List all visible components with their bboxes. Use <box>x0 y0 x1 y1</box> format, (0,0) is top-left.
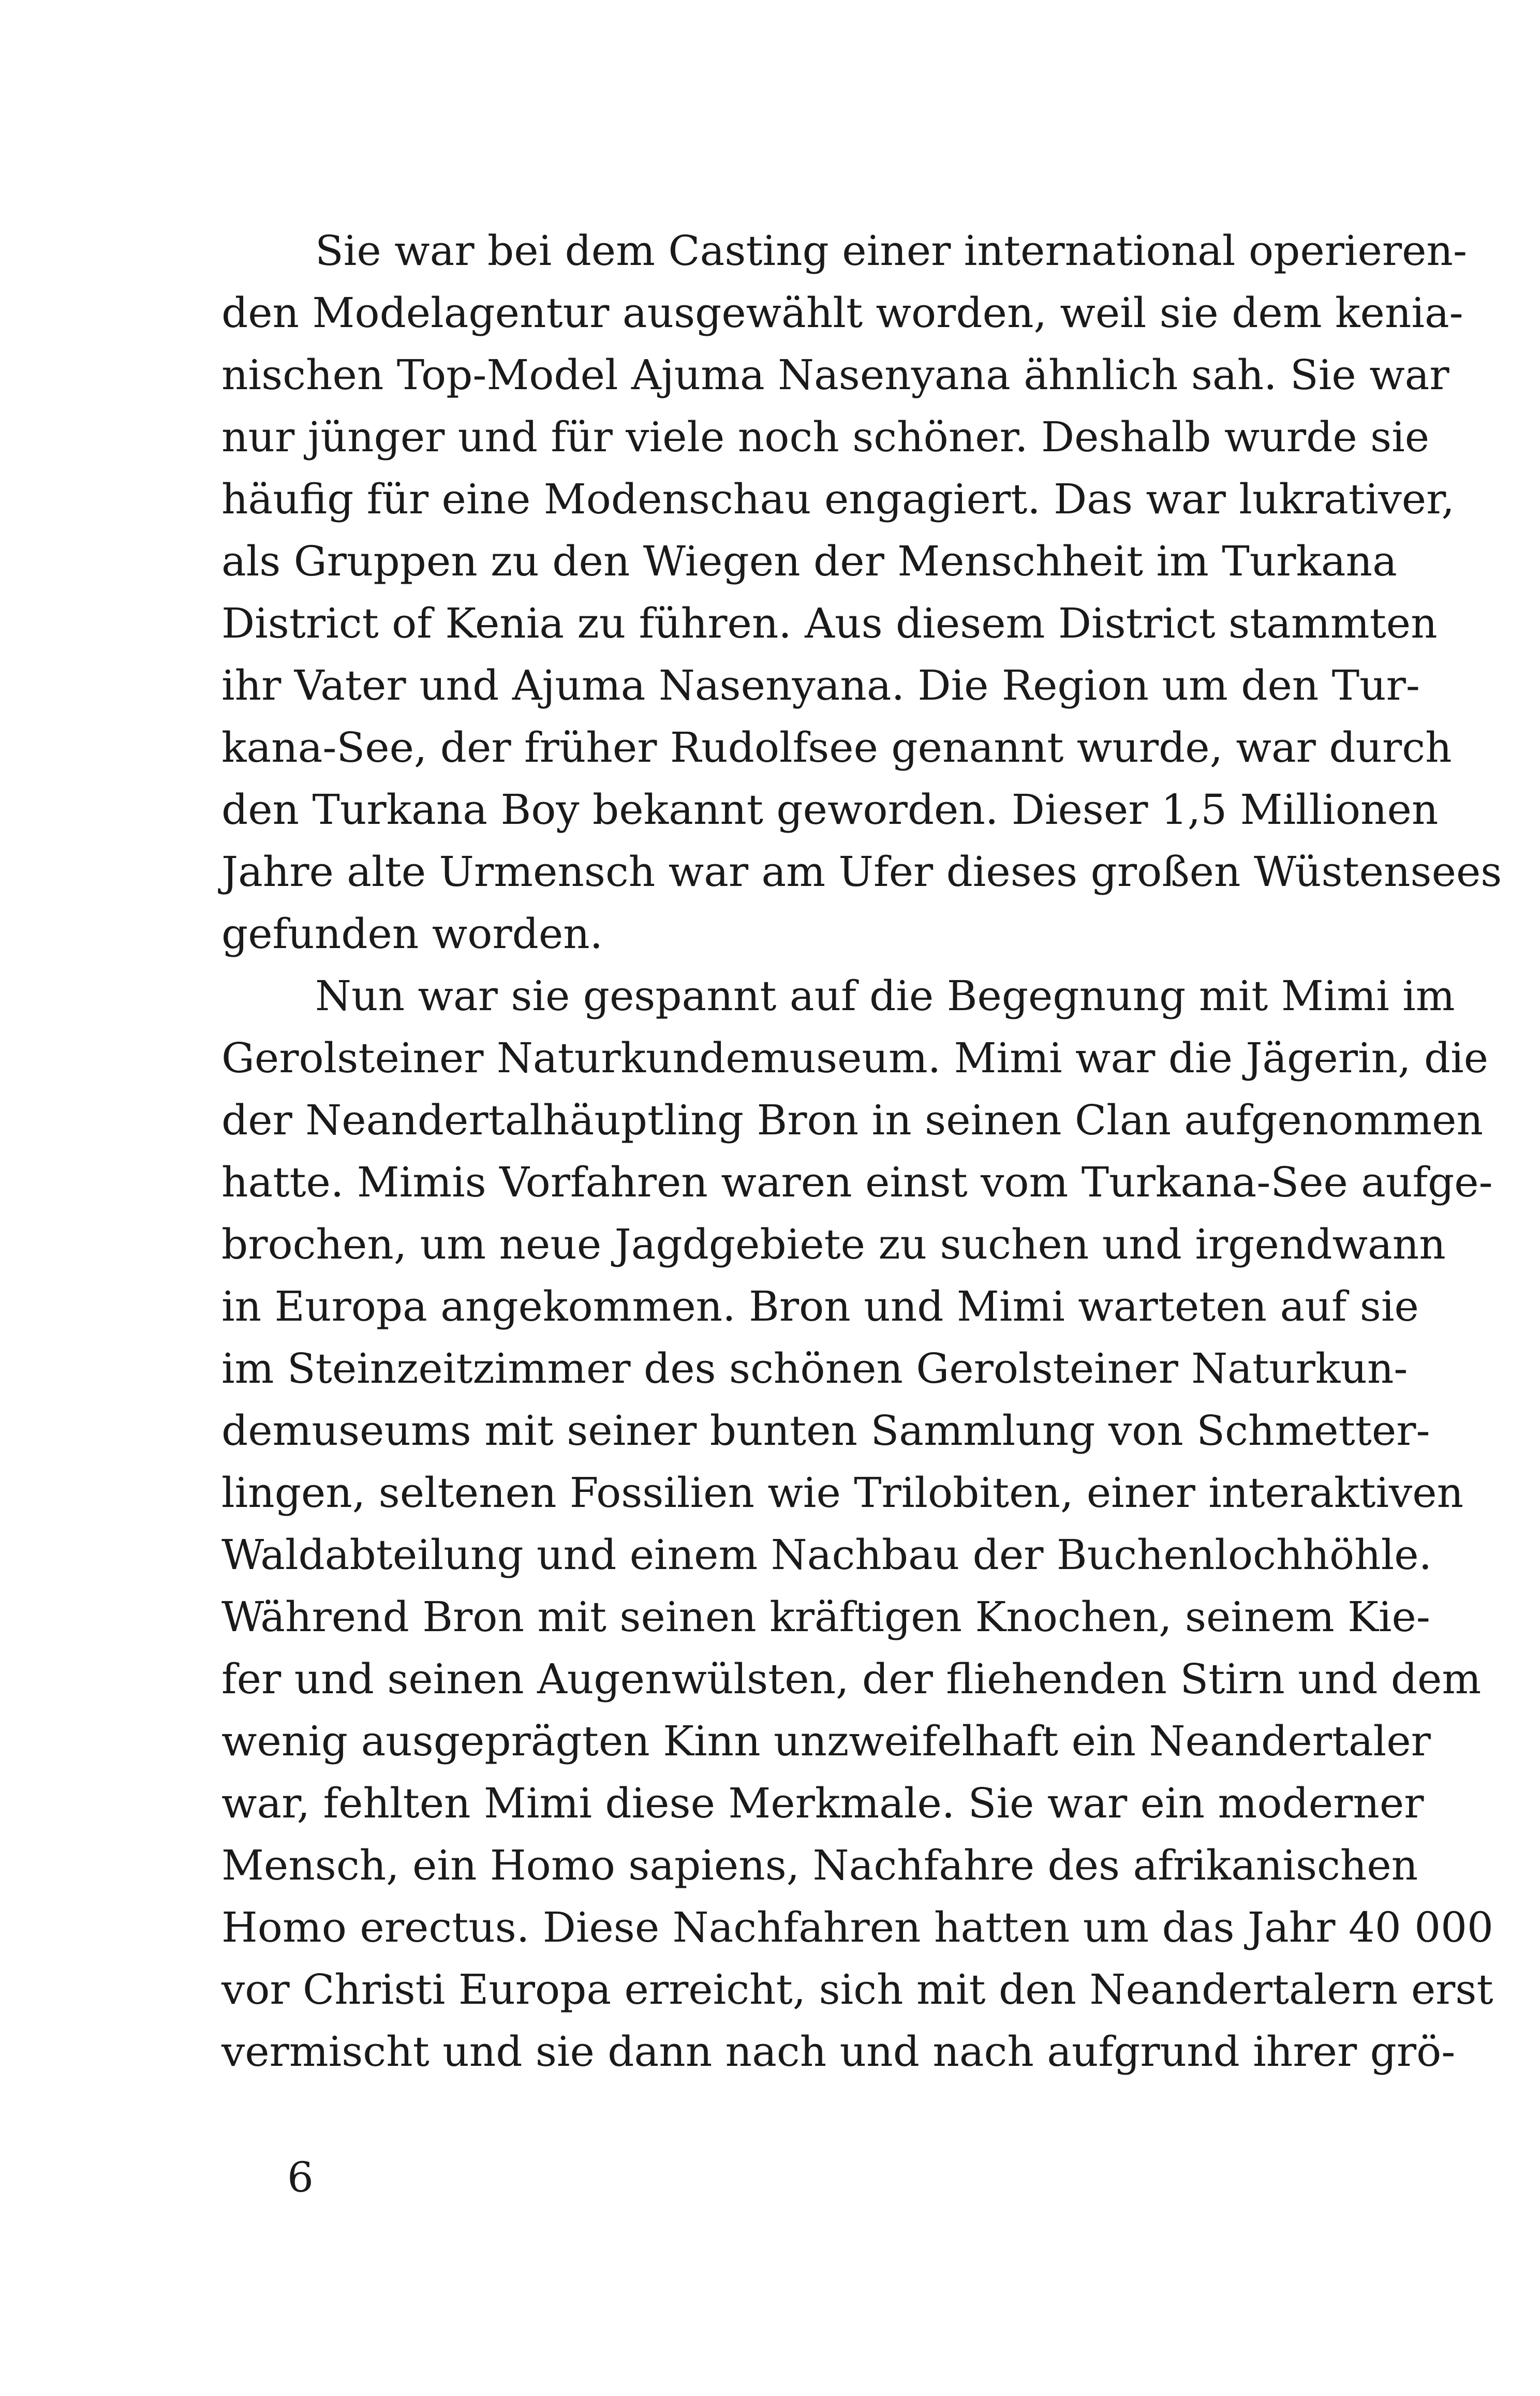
text-line: der Neandertalhäuptling Bron in seinen Clan aufgenommen <box>221 1096 1484 1144</box>
text-line: Jahre alte Urmensch war am Ufer dieses großen Wüstensees <box>221 848 1502 896</box>
text-line: District of Kenia zu führen. Aus diesem District stammten <box>221 599 1438 647</box>
text-line: nur jünger und für viele noch schöner. Deshalb wurde sie <box>221 413 1430 461</box>
text-line: Nun war sie gespannt auf die Begegnung mit Mimi im <box>315 972 1455 1020</box>
text-line: den Turkana Boy bekannt geworden. Dieser 1,5 Millionen <box>221 786 1439 834</box>
text-line: war, fehlten Mimi diese Merkmale. Sie war ein moderner <box>221 1779 1424 1827</box>
text-line: im Steinzeitzimmer des schönen Gerolsteiner Naturkun- <box>221 1344 1408 1393</box>
text-line: in Europa angekommen. Bron und Mimi warteten auf sie <box>221 1282 1419 1330</box>
text-line: brochen, um neue Jagdgebiete zu suchen und irgendwann <box>221 1220 1446 1268</box>
text-line: ihr Vater und Ajuma Nasenyana. Die Region um den Tur- <box>221 661 1420 709</box>
text-line: hatte. Mimis Vorfahren waren einst vom Turkana-See aufge- <box>221 1158 1493 1206</box>
text-line: Gerolsteiner Naturkundemuseum. Mimi war die Jägerin, die <box>221 1034 1489 1082</box>
text-line: lingen, seltenen Fossilien wie Trilobiten, einer interaktiven <box>221 1469 1464 1517</box>
text-line: Homo erectus. Diese Nachfahren hatten um das Jahr 40 000 <box>221 1903 1493 1951</box>
text-line: nischen Top-Model Ajuma Nasenyana ähnlich sah. Sie war <box>221 351 1449 399</box>
text-line: gefunden worden. <box>221 910 603 958</box>
text-line: demuseums mit seiner bunten Sammlung von Schmetter- <box>221 1407 1430 1455</box>
page-number: 6 <box>287 2153 314 2201</box>
text-line: fer und seinen Augenwülsten, der fliehenden Stirn und dem <box>221 1655 1482 1703</box>
text-line: vor Christi Europa erreicht, sich mit den Neandertalern erst <box>221 1965 1493 2014</box>
text-line: wenig ausgeprägten Kinn unzweifelhaft ein Neandertaler <box>221 1717 1431 1765</box>
text-line: Waldabteilung und einem Nachbau der Buchenlochhöhle. <box>221 1531 1432 1579</box>
text-line: Sie war bei dem Casting einer international operieren- <box>315 227 1467 275</box>
text-line: Während Bron mit seinen kräftigen Knochen, seinem Kie- <box>221 1593 1430 1641</box>
text-line: vermischt und sie dann nach und nach aufgrund ihrer grö- <box>221 2028 1456 2076</box>
body-text <box>221 220 1502 2083</box>
text-line: als Gruppen zu den Wiegen der Menschheit im Turkana <box>221 537 1397 585</box>
text-line: häufig für eine Modenschau engagiert. Das war lukrativer, <box>221 475 1455 523</box>
text-line: kana-See, der früher Rudolfsee genannt wurde, war durch <box>221 723 1452 772</box>
text-line: Mensch, ein Homo sapiens, Nachfahre des afrikanischen <box>221 1841 1418 1889</box>
text-line: den Modelagentur ausgewählt worden, weil sie dem kenia- <box>221 289 1463 337</box>
